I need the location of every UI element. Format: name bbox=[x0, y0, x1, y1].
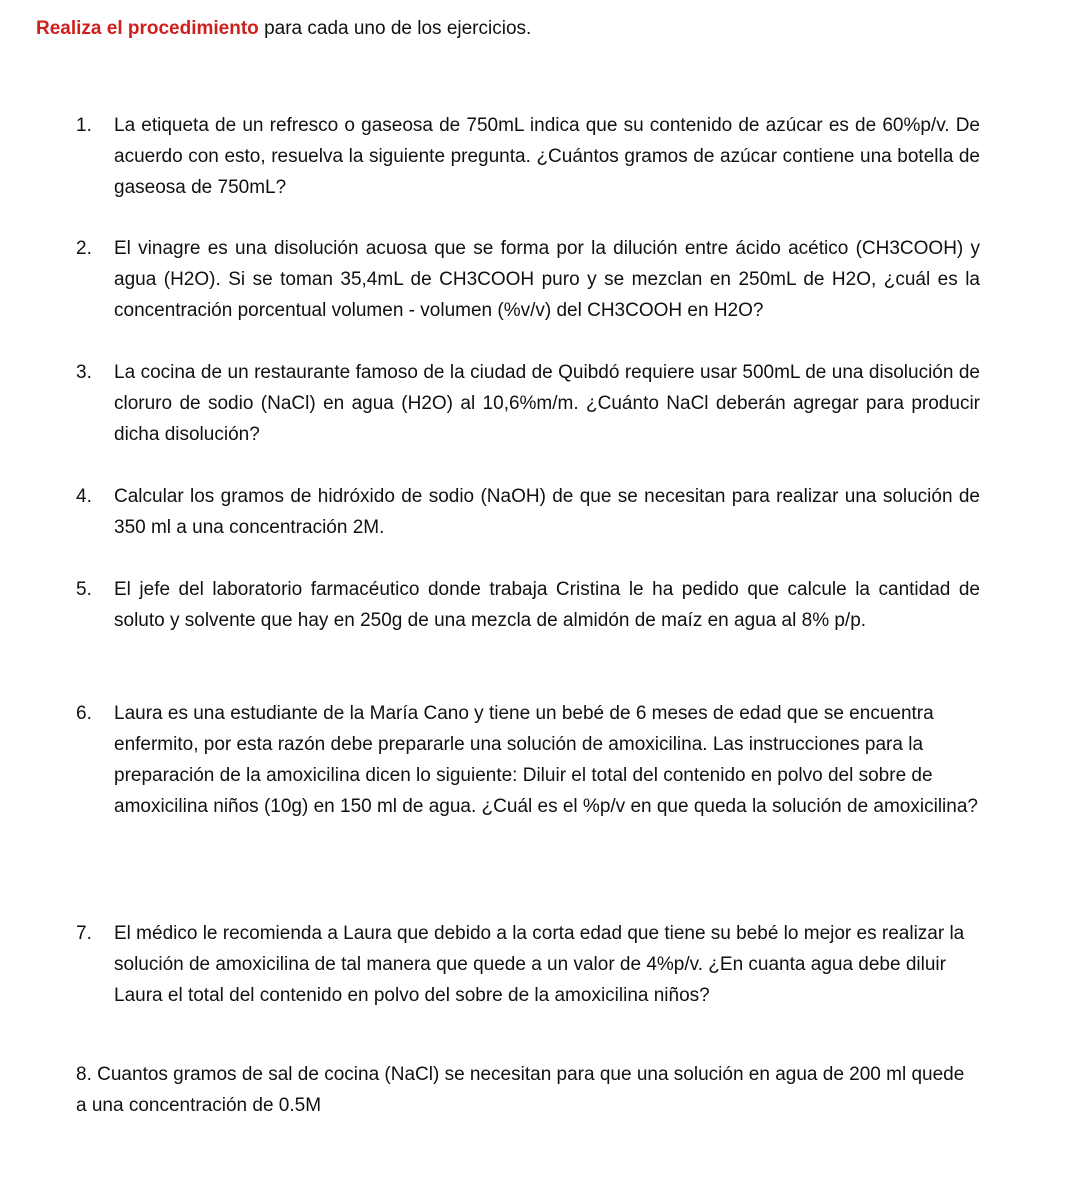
exercise-number: 7. bbox=[76, 923, 92, 944]
exercise-text: La cocina de un restaurante famoso de la ciudad de Quibdó requiere usar 500mL de una disolución de cloruro de sodio (NaCl) en agua (H2O) al 10,6%m/m. ¿Cuánto NaCl deberán agregar para producir dicha disolución? bbox=[114, 362, 980, 445]
exercise-text: El vinagre es una disolución acuosa que se forma por la dilución entre ácido acético (CH3COOH) y agua (H2O). Si se toman 35,4mL de CH3COOH puro y se mezclan en 250mL de H2O, ¿cuál es la concentración porcentual volumen - volumen (%v/v) del CH3COOH en H2O? bbox=[114, 238, 980, 321]
exercise-text: El médico le recomienda a Laura que debido a la corta edad que tiene su bebé lo mejor es realizar la solución de amoxicilina de tal manera que quede a un valor de 4%p/v. ¿En cuanta agua debe diluir Laura el total del contenido en polvo del sobre de la amoxicilina niños? bbox=[114, 923, 965, 1006]
exercise-number: 4. bbox=[76, 486, 92, 507]
exercise-item bbox=[76, 698, 980, 822]
exercise-text: Laura es una estudiante de la María Cano y tiene un bebé de 6 meses de edad que se encuentra enfermito, por esta razón debe prepararle una solución de amoxicilina. Las instrucciones para la preparación de la amoxicilina dicen lo siguiente: Diluir el total del contenido en polvo del sobre de amoxicilina niños (10g) en 150 ml de agua. ¿Cuál es el %p/v en que queda la solución de amoxicilina? bbox=[114, 703, 978, 817]
instruction-rest: para cada uno de los ejercicios. bbox=[258, 18, 532, 39]
exercise-item bbox=[76, 110, 980, 203]
exercise-item bbox=[76, 357, 980, 450]
exercise-number: 6. bbox=[76, 703, 92, 724]
exercise-number: 1. bbox=[76, 115, 92, 136]
exercise-number: 8. bbox=[76, 1064, 92, 1085]
exercise-item bbox=[76, 1059, 980, 1121]
exercise-text: El jefe del laboratorio farmacéutico donde trabaja Cristina le ha pedido que calcule la cantidad de soluto y solvente que hay en 250g de una mezcla de almidón de maíz en agua al 8% p/p. bbox=[114, 579, 980, 631]
exercise-text: La etiqueta de un refresco o gaseosa de 750mL indica que su contenido de azúcar es de 60%p/v. De acuerdo con esto, resuelva la siguiente pregunta. ¿Cuántos gramos de azúcar contiene una botella de gaseosa de 750mL? bbox=[114, 115, 980, 198]
instruction-highlight: Realiza el procedimiento bbox=[36, 18, 259, 39]
exercise-text-inline bbox=[76, 1059, 980, 1121]
exercise-item bbox=[76, 233, 980, 326]
exercise-item bbox=[76, 481, 980, 543]
exercise-number: 3. bbox=[76, 362, 92, 383]
exercise-number: 5. bbox=[76, 579, 92, 600]
exercise-item bbox=[76, 574, 980, 636]
exercise-number: 2. bbox=[76, 238, 92, 259]
exercise-item bbox=[76, 918, 980, 1011]
instruction-heading bbox=[36, 16, 531, 42]
exercise-text: Calcular los gramos de hidróxido de sodio (NaOH) de que se necesitan para realizar una solución de 350 ml a una concentración 2M. bbox=[114, 486, 980, 538]
exercise-text: Cuantos gramos de sal de cocina (NaCl) se necesitan para que una solución en agua de 200 ml quede a una concentración de 0.5M bbox=[76, 1064, 965, 1116]
